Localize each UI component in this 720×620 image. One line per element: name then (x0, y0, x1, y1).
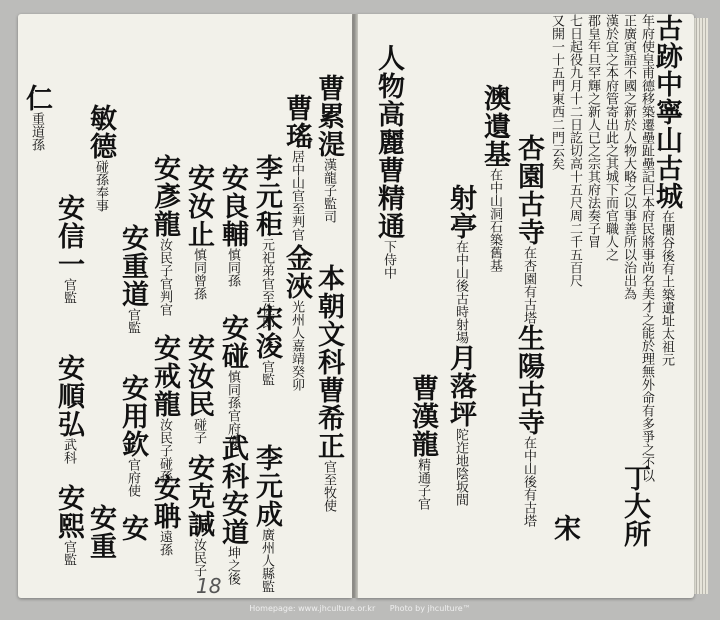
column: 又開一十五門東西二門云矣 (549, 14, 564, 170)
column: 安用欽官府使 (117, 374, 148, 497)
column: 安重道官監 (117, 224, 148, 334)
column: 曹瑤居中山官至判官 (281, 94, 312, 241)
column: 年府使皇甫德移築遷壘趾壘記曰本府民將事尚名美才之能於理無外命有多爭之不以 (639, 14, 654, 482)
column: 生陽古寺在中山後有古塔 (513, 324, 544, 527)
column: 安良輔慎同孫 (217, 164, 248, 287)
column: 宋 (549, 514, 580, 542)
homepage-link[interactable]: Homepage: www.jhculture.or.kr (249, 604, 376, 613)
column: 安汝民碰子 (183, 334, 214, 444)
column: 郡皇年旦罕輝之新人已之宗其府法奏子冒 (585, 14, 600, 248)
column: 正廣寅語不國之新於人物大略之以事善所以治出為 (621, 14, 636, 300)
column: 杏園古寺在杏園有古塔 (513, 134, 544, 324)
column: 安順弘武科 (53, 354, 84, 464)
page-number: 18 (196, 574, 222, 598)
column: 射亭在中山後古時射場 (445, 184, 476, 344)
column: 仁重道孫 (21, 84, 52, 151)
column: 李元成廣州人縣監 (251, 444, 282, 593)
column: 安汝止慎同曾孫 (183, 164, 214, 300)
column: 敏德碰孫奉事 (85, 104, 116, 212)
column: 金浹光州人嘉靖癸卯 (281, 244, 312, 391)
column: 曹累湜漢龍子監司 (313, 74, 344, 223)
book-page-edges (694, 18, 708, 594)
column: 安聃遠孫 (149, 474, 180, 556)
right-page (356, 14, 694, 598)
column: 李元秬元祀弟官至佐郎 (251, 154, 282, 329)
column: 七日起役九月十二日訖切高十五尺周二千五百尺 (567, 14, 582, 287)
photo-credit-footer (0, 604, 720, 613)
column: 安戒龍汝民子碰孫 (149, 334, 180, 483)
column: 澳遺基在中山洞石築舊基 (479, 84, 510, 272)
column: 本朝文科曹希正官至牧使 (313, 264, 344, 512)
column: 丁大所 (619, 464, 650, 548)
column: 安熙官監 (53, 484, 84, 566)
column: 曹漢龍精通子官 (407, 374, 438, 510)
column: 安重 (85, 504, 116, 560)
photo-credit: Photo by jhculture™ (389, 604, 471, 613)
column: 漢於宜之本府管寄出此之其城下而官職人之 (603, 14, 618, 261)
column: 人物高麗曹精通下侍中 (373, 44, 404, 279)
left-page (18, 14, 352, 598)
column: 古跡中寧山古城在闍谷後有土築遺址太祖元 (651, 14, 682, 366)
column: 武科安道坤之後 (217, 434, 248, 585)
column: 宋浚官監 (251, 304, 282, 386)
column: 安 (117, 514, 148, 542)
column: 月落坪陀迮地陰坂間 (445, 344, 476, 506)
column: 安碰慎同孫官府使 (217, 314, 248, 448)
column: 安信一官監 (53, 194, 84, 304)
column: 安克諴汝民子 (183, 454, 214, 577)
column: 安彥龍汝民子官判官 (149, 154, 180, 316)
